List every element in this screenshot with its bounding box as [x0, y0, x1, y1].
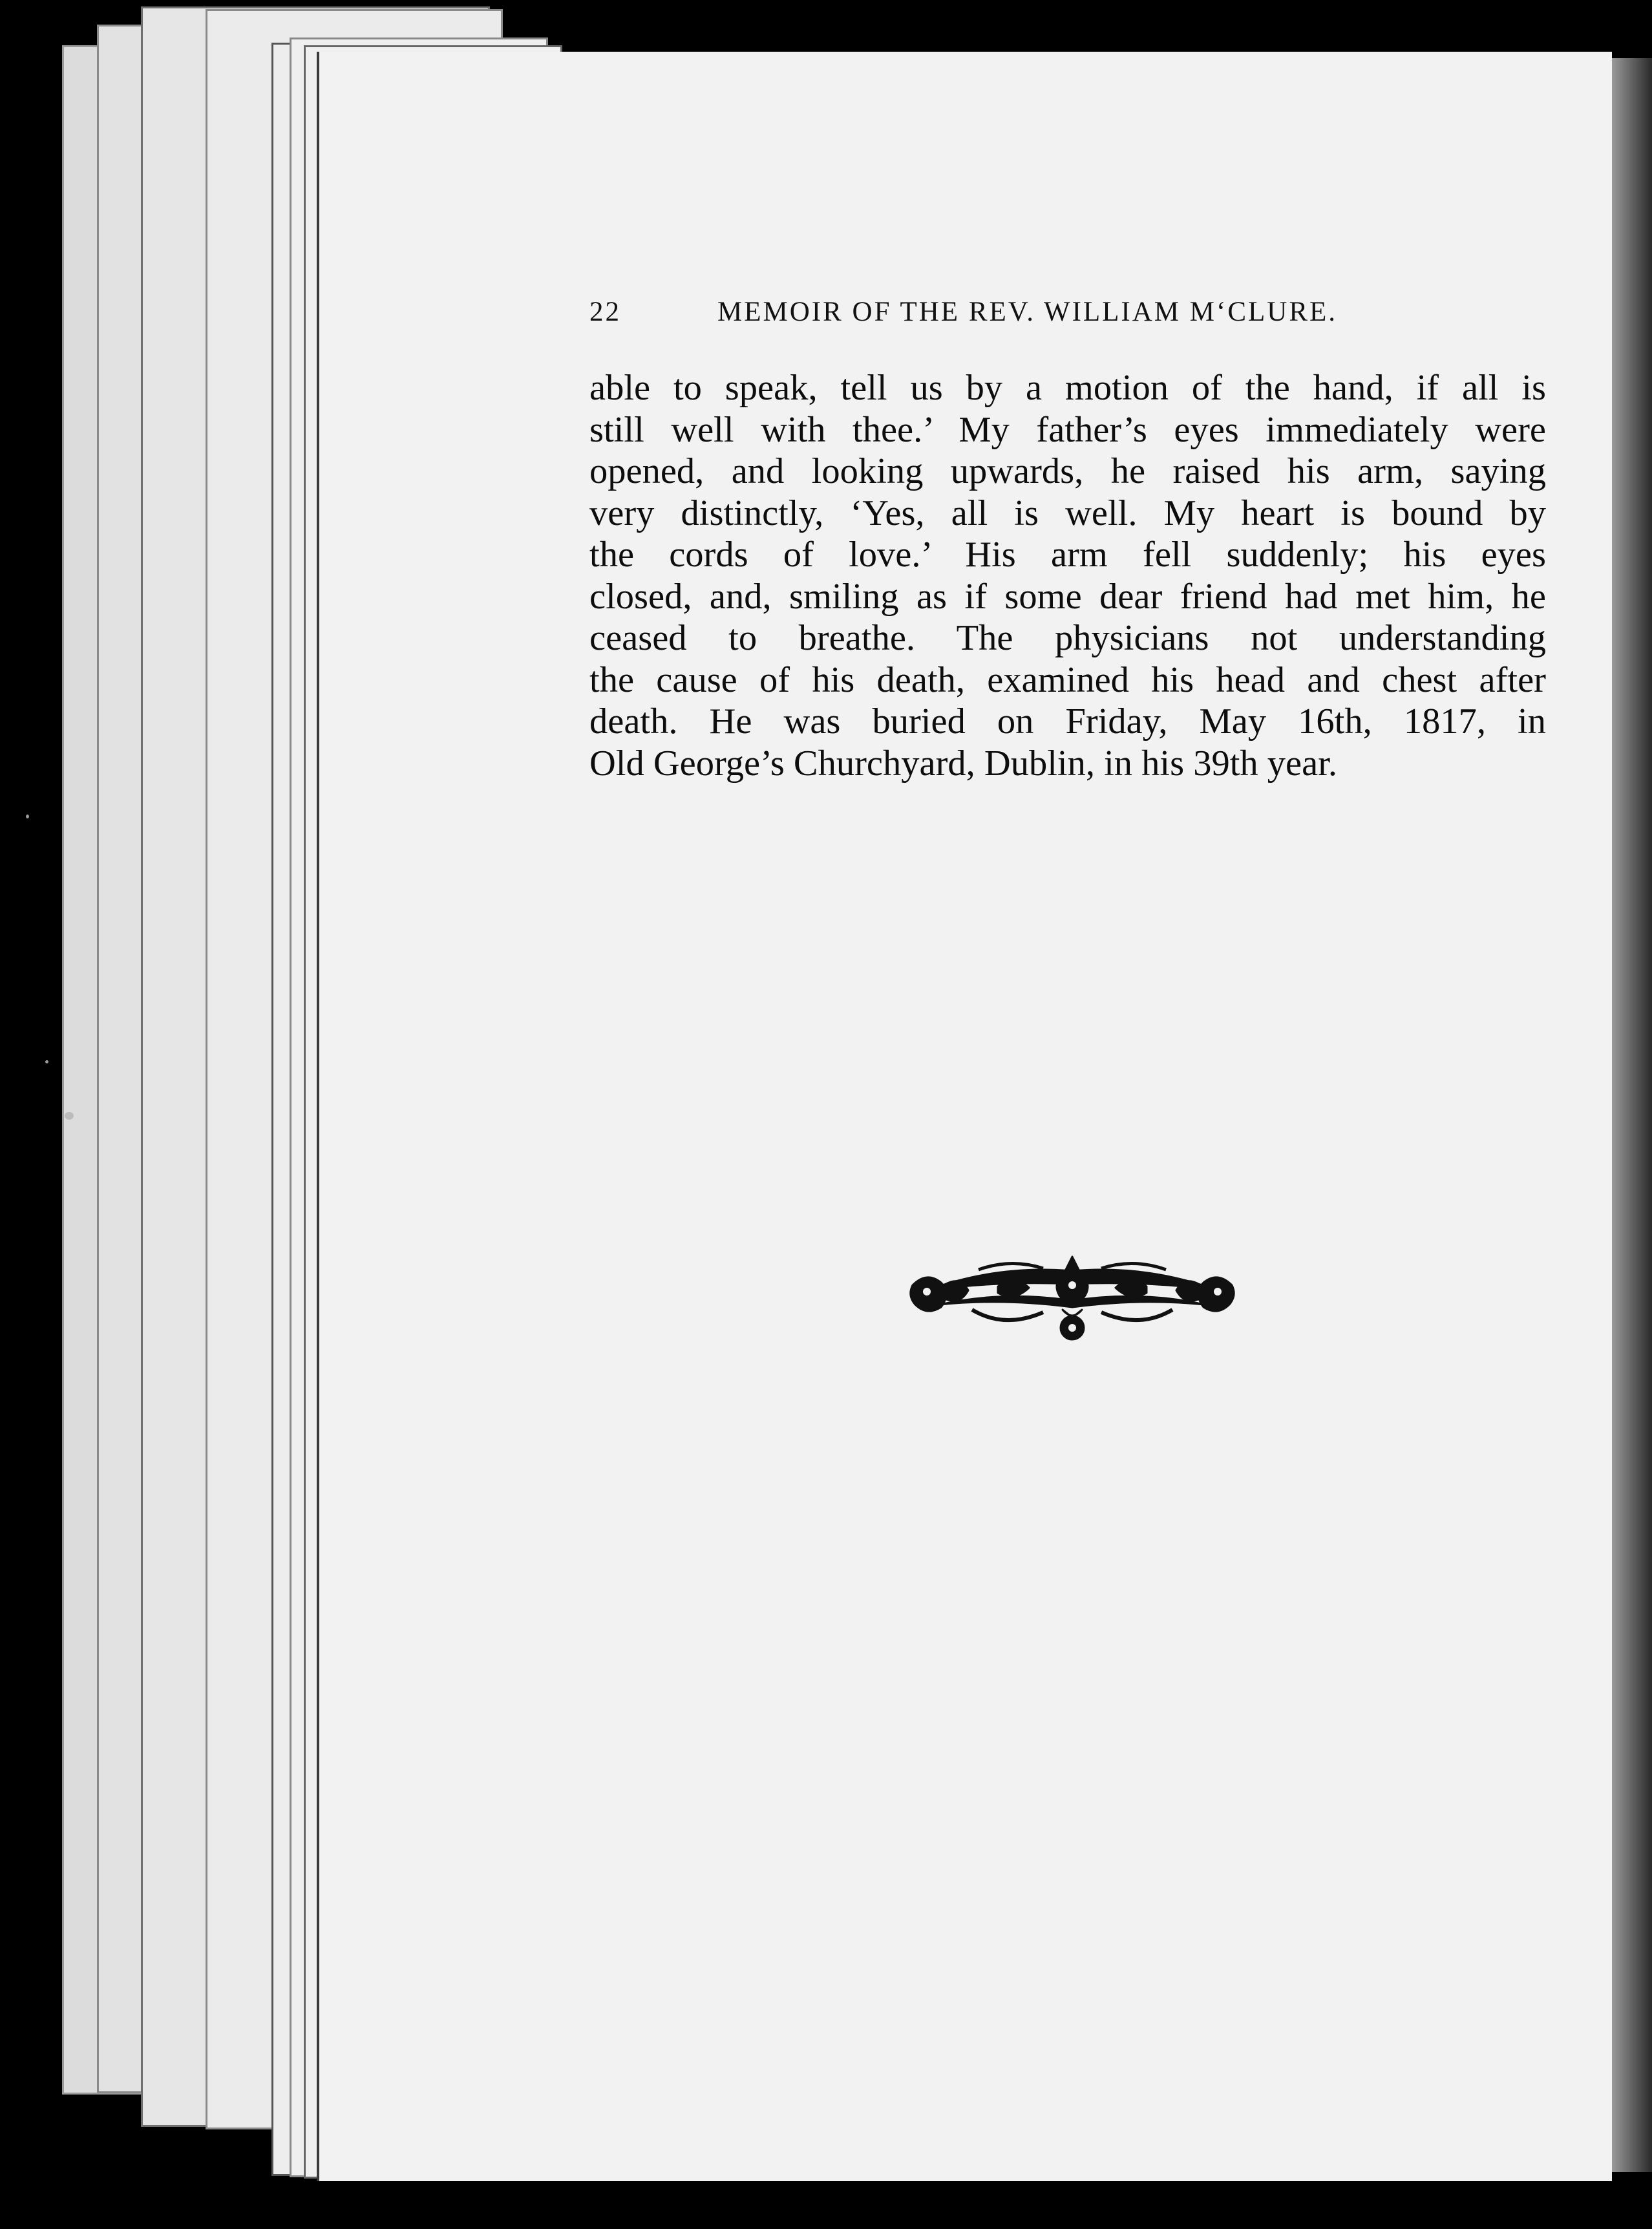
- text-line: very distinctly, ‘Yes, all is well. My heart is bound by: [589, 493, 1546, 533]
- dust-speck: [26, 815, 29, 818]
- book-page: [317, 52, 1612, 2181]
- text-line: death. He was buried on Friday, May 16th, 1817, in: [589, 701, 1546, 741]
- floral-tailpiece-icon: [901, 1245, 1244, 1349]
- text-line: closed, and, smiling as if some dear friend had met him, he: [589, 576, 1546, 617]
- text-line: able to speak, tell us by a motion of the hand, if all is: [589, 368, 1546, 408]
- page-fore-edge-shadow: [1612, 58, 1652, 2172]
- page-number: 22: [589, 297, 621, 327]
- text-line: Old George’s Churchyard, Dublin, in his 39th year.: [589, 743, 1338, 784]
- running-title: MEMOIR OF THE REV. WILLIAM M‘CLURE.: [717, 297, 1338, 327]
- text-line: the cords of love.’ His arm fell suddenly; his eyes: [589, 535, 1546, 575]
- dust-speck: [45, 1060, 48, 1063]
- text-line: still well with thee.’ My father’s eyes immediately were: [589, 409, 1546, 450]
- text-line: ceased to breathe. The physicians not understanding: [589, 618, 1546, 658]
- dust-speck: [65, 1112, 74, 1120]
- text-line: opened, and looking upwards, he raised his arm, saying: [589, 451, 1546, 491]
- text-line: the cause of his death, examined his head and chest after: [589, 659, 1546, 700]
- body-paragraph: [589, 367, 1546, 784]
